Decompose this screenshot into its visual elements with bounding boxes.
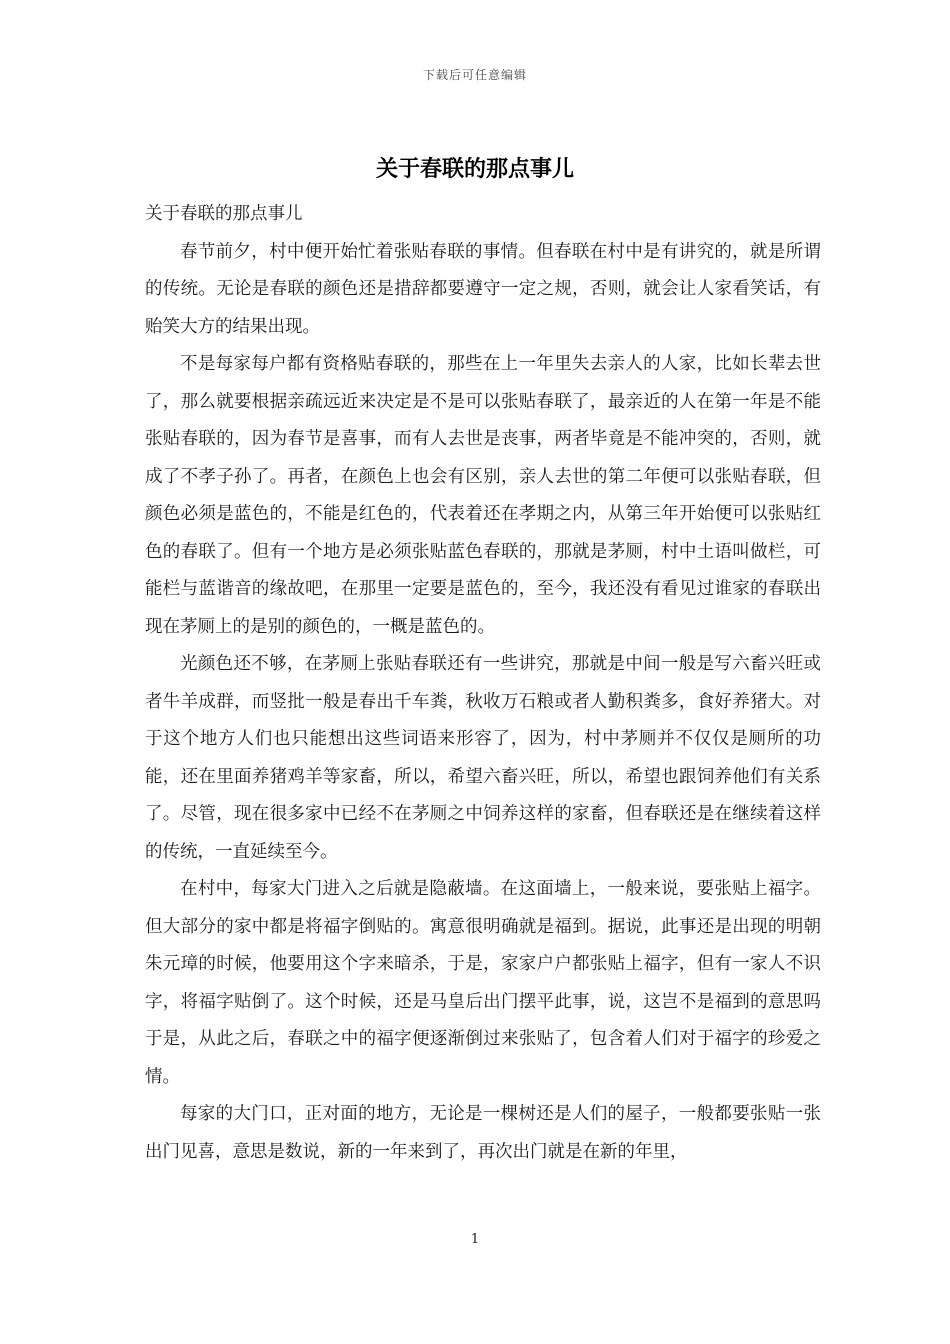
header-note: 下载后可任意编辑 bbox=[422, 68, 527, 82]
paragraph-5: 每家的大门口，正对面的地方，无论是一棵树还是人们的屋子，一般都要张贴一张出门见喜，意思是数说，新的一年来到了，再次出门就是在新的年里， bbox=[145, 1104, 821, 1162]
paragraph-2: 不是每家每户都有资格贴春联的，那些在上一年里失去亲人的人家，比如长辈去世了，那么就要根据亲疏远近来决定是不是可以张贴春联了，最亲近的人在第一年是不能张贴春联的，因为春节是喜事，而有人去世是丧事，两者毕竟是不能冲突的，否则，就成了不孝子孙了。再者，在颜色上也会有区别，亲人去世的第二年便可以张贴春联，但颜色必须是蓝色的，不能是红色的，代表着还在孝期之内，从第三年开始便可以张贴红色的春联了。但有一个地方是必须张贴蓝色春联的，那就是茅厕，村中土语叫做栏，可能栏与蓝谐音的缘故吧，在那里一定要是蓝色的，至今，我还没有看见过谁家的春联出现在茅厕上的是别的颜色的，一概是蓝色的。 bbox=[145, 354, 821, 637]
paragraph-4: 在村中，每家大门进入之后就是隐蔽墙。在这面墙上，一般来说，要张贴上福字。但大部分的家中都是将福字倒贴的。寓意很明确就是福到。据说，此事还是出现的明朝朱元璋的时候，他要用这个字来暗杀，于是，家家户户都张贴上福字，但有一家人不识字，将福字贴倒了。这个时候，还是马皇后出门摆平此事，说，这岂不是福到的意思吗于是，从此之后，春联之中的福字便逐渐倒过来张贴了，包含着人们对于福字的珍爱之情。 bbox=[145, 879, 821, 1087]
document-body bbox=[145, 196, 821, 1171]
page-number: 1 bbox=[470, 1232, 480, 1247]
paragraph-3: 光颜色还不够，在茅厕上张贴春联还有一些讲究，那就是中间一般是写六畜兴旺或者牛羊成群，而竖批一般是春出千车粪，秋收万石粮或者人勤积粪多，食好养猪大。对于这个地方人们也只能想出这些词语来形容了，因为，村中茅厕并不仅仅是厕所的功能，还在里面养猪鸡羊等家畜，所以，希望六畜兴旺，所以，希望也跟饲养他们有关系了。尽管，现在很多家中已经不在茅厕之中饲养这样的家畜，但春联还是在继续着这样的传统，一直延续至今。 bbox=[145, 654, 821, 862]
document-subtitle: 关于春联的那点事儿 bbox=[145, 204, 303, 224]
document-title: 关于春联的那点事儿 bbox=[375, 156, 574, 182]
paragraph-1: 春节前夕，村中便开始忙着张贴春联的事情。但春联在村中是有讲究的，就是所谓的传统。无论是春联的颜色还是措辞都要遵守一定之规，否则，就会让人家看笑话，有贻笑大方的结果出现。 bbox=[145, 241, 821, 337]
